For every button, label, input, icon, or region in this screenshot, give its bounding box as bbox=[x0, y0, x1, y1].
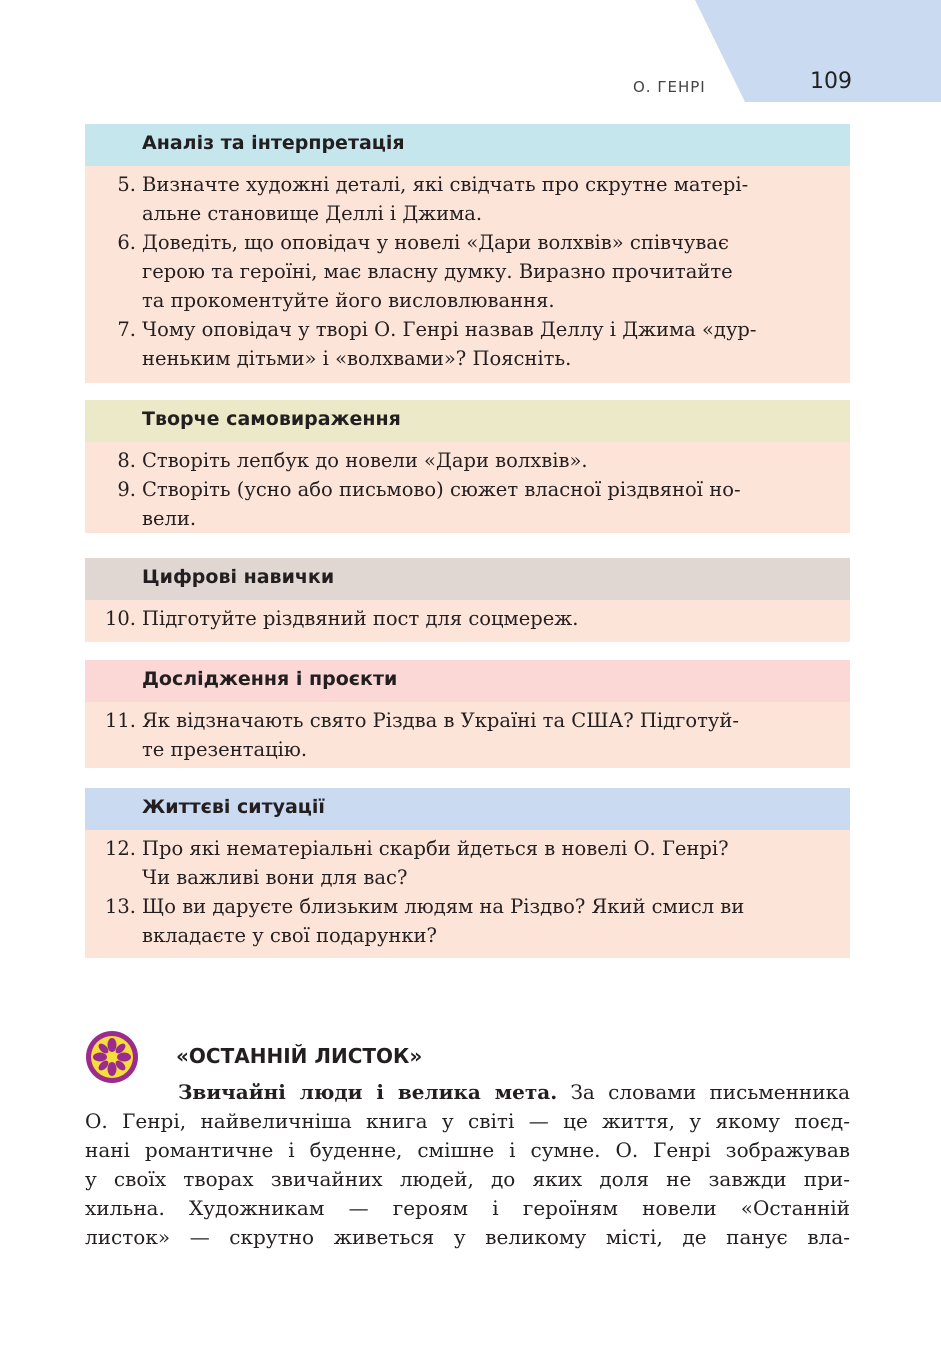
question-number: 13. bbox=[104, 895, 136, 918]
question-number: 11. bbox=[104, 709, 136, 732]
question-line: герою та героїні, має власну думку. Виразно прочитайте bbox=[142, 260, 733, 283]
question-line: Чи важливі вони для вас? bbox=[142, 866, 408, 889]
question-item bbox=[85, 604, 838, 633]
question-line: Про які нематеріальні скарби йдеться в новелі О. Генрі? bbox=[142, 837, 729, 860]
question-number: 10. bbox=[104, 607, 136, 630]
question-text bbox=[142, 315, 838, 373]
block-body bbox=[85, 830, 850, 958]
question-line: вкладаєте у свої подарунки? bbox=[142, 924, 437, 947]
block-header bbox=[85, 558, 850, 600]
body-line: нані романтичне і буденне, смішне і сумне. О. Генрі зображував bbox=[85, 1138, 850, 1162]
block-title: Життєві ситуації bbox=[142, 796, 325, 818]
block-header bbox=[85, 400, 850, 442]
question-number: 5. bbox=[117, 173, 136, 196]
section-title: «ОСТАННІЙ ЛИСТОК» bbox=[176, 1044, 423, 1068]
question-item bbox=[85, 228, 838, 315]
question-line: Що ви даруєте близьким людям на Різдво? Який смисл ви bbox=[142, 895, 745, 918]
block-header bbox=[85, 788, 850, 830]
question-text bbox=[142, 706, 838, 764]
question-text bbox=[142, 834, 838, 892]
question-line: Створіть (усно або письмово) сюжет власної різдвяної но- bbox=[142, 478, 741, 501]
question-item bbox=[85, 446, 838, 475]
task-block-digital bbox=[85, 558, 850, 642]
question-number: 12. bbox=[104, 837, 136, 860]
question-item bbox=[85, 892, 838, 950]
lead-bold: Звичайні люди і велика мета. bbox=[178, 1080, 558, 1104]
block-body bbox=[85, 600, 850, 642]
running-head: О. ГЕНРІ bbox=[633, 78, 706, 96]
question-item bbox=[85, 315, 838, 373]
body-line-rest: За словами письменника bbox=[557, 1080, 851, 1104]
question-line: та прокоментуйте його висловлювання. bbox=[142, 289, 555, 312]
question-line: Як відзначають свято Різдва в Україні та США? Підготуй- bbox=[142, 709, 739, 732]
section-body-text bbox=[85, 1078, 850, 1252]
question-line: Створіть лепбук до новели «Дари волхвів». bbox=[142, 449, 588, 472]
task-block-analysis bbox=[85, 124, 850, 383]
question-line: Підготуйте різдвяний пост для соцмереж. bbox=[142, 607, 579, 630]
block-body bbox=[85, 166, 850, 383]
question-item bbox=[85, 170, 838, 228]
question-text bbox=[142, 475, 838, 533]
question-line: те презентацію. bbox=[142, 738, 308, 761]
question-item bbox=[85, 834, 838, 892]
question-text bbox=[142, 170, 838, 228]
question-item bbox=[85, 475, 838, 533]
block-header bbox=[85, 124, 850, 166]
body-line: О. Генрі, найвеличніша книга у світі — це життя, у якому поєд- bbox=[85, 1109, 850, 1133]
question-number: 8. bbox=[117, 449, 136, 472]
body-line: листок» — скрутно живеться у великому місті, де панує вла- bbox=[85, 1225, 850, 1249]
question-item bbox=[85, 706, 838, 764]
question-line: Доведіть, що оповідач у новелі «Дари волхвів» співчуває bbox=[142, 231, 729, 254]
block-title: Творче самовираження bbox=[142, 408, 401, 430]
question-line: Чому оповідач у творі О. Генрі назвав Деллу і Джима «дур- bbox=[142, 318, 757, 341]
question-text bbox=[142, 892, 838, 950]
block-body bbox=[85, 702, 850, 768]
block-body bbox=[85, 442, 850, 533]
question-text bbox=[142, 228, 838, 315]
body-line: у своїх творах звичайних людей, до яких доля не завжди при- bbox=[85, 1167, 850, 1191]
question-line: альне становище Деллі і Джима. bbox=[142, 202, 483, 225]
block-header bbox=[85, 660, 850, 702]
body-line: хильна. Художникам — героям і героїням новели «Останній bbox=[85, 1196, 850, 1220]
question-text bbox=[142, 604, 838, 633]
question-text bbox=[142, 446, 838, 475]
question-number: 6. bbox=[117, 231, 136, 254]
task-block-life bbox=[85, 788, 850, 958]
question-line: Визначте художні деталі, які свідчать про скрутне матері- bbox=[142, 173, 749, 196]
question-line: вели. bbox=[142, 507, 197, 530]
block-title: Аналіз та інтерпретація bbox=[142, 132, 405, 154]
body-line bbox=[85, 1078, 850, 1107]
block-title: Цифрові навички bbox=[142, 566, 335, 588]
task-block-research bbox=[85, 660, 850, 768]
page-number: 109 bbox=[810, 69, 852, 94]
task-block-creative bbox=[85, 400, 850, 533]
question-number: 7. bbox=[117, 318, 136, 341]
block-title: Дослідження і проєкти bbox=[142, 668, 398, 690]
question-line: неньким дітьми» і «волхвами»? Поясніть. bbox=[142, 347, 572, 370]
flower-emblem-icon bbox=[85, 1030, 139, 1084]
question-number: 9. bbox=[117, 478, 136, 501]
